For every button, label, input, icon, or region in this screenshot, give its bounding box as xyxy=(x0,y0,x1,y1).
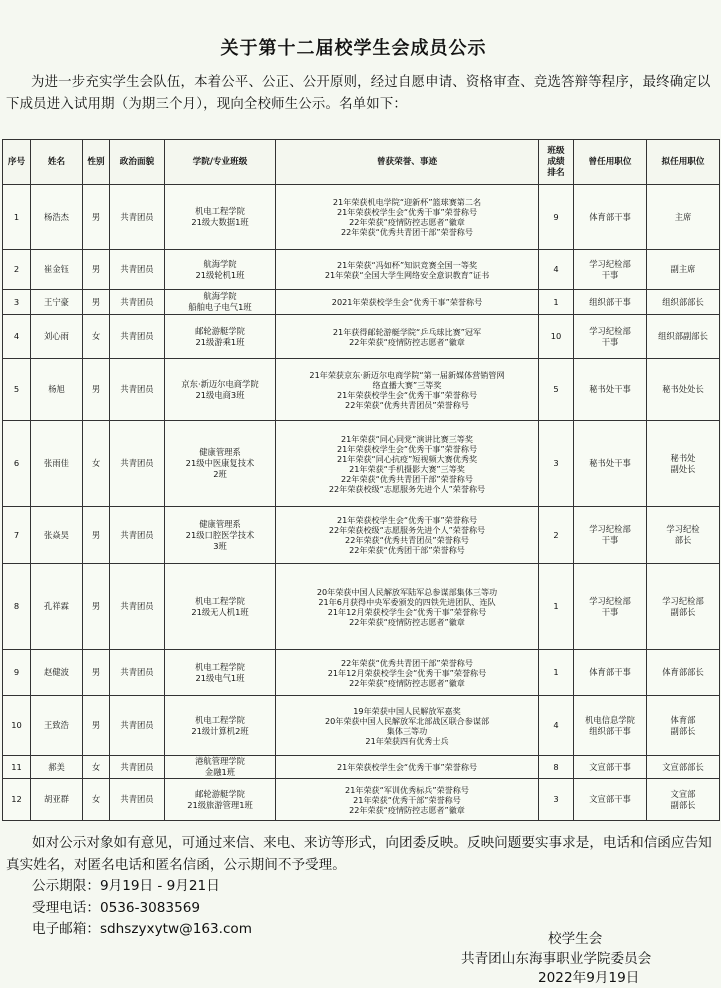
cell-former-line: 秘书处干事 xyxy=(589,384,631,394)
cell-honors-line: 22年荣获“优秀共青团干部”荣誉称号 xyxy=(341,657,473,668)
cell-former-line: 秘书处干事 xyxy=(589,458,631,468)
cell-honors-line: 21年12月荣获校学生会“优秀干事”荣誉称号 xyxy=(327,667,487,678)
cell-proposed-line: 副部长 xyxy=(670,725,696,736)
contact-phone: 受理电话：0536-3083569 xyxy=(32,899,201,916)
header-rank: 班级成绩排名 xyxy=(539,140,574,185)
cell-gender: 男 xyxy=(83,650,110,696)
cell-former xyxy=(574,250,647,290)
cell-gender: 男 xyxy=(83,185,110,250)
cell-honors xyxy=(276,779,539,821)
cell-honors-line: 21年荣获“优秀干部”荣誉称号 xyxy=(353,794,461,805)
cell-former-line: 体育部干事 xyxy=(589,667,631,677)
cell-proposed-line: 组织部部长 xyxy=(662,296,704,307)
cell-honors xyxy=(276,650,539,696)
cell-honors-line: 22年荣获校级“志愿服务先进个人”荣誉称号 xyxy=(328,483,486,494)
cell-no: 4 xyxy=(3,315,31,359)
cell-no: 2 xyxy=(3,250,31,290)
cell-political: 共青团员 xyxy=(110,250,165,290)
cell-honors-line: 21年荣获四有优秀士兵 xyxy=(365,735,449,746)
cell-rank: 4 xyxy=(539,696,574,756)
cell-political: 共青团员 xyxy=(110,507,165,564)
cell-college-line: 21级电商3班 xyxy=(195,389,245,400)
header-name: 姓名 xyxy=(31,140,83,185)
cell-proposed xyxy=(647,756,720,779)
cell-political: 共青团员 xyxy=(110,315,165,359)
cell-rank: 4 xyxy=(539,250,574,290)
cell-proposed-line: 副处长 xyxy=(670,463,696,474)
cell-college-line: 21级中医康复技术 xyxy=(185,458,255,468)
signature-date: 2022年9月19日 xyxy=(538,970,640,986)
header-college: 学院/专业班级 xyxy=(165,140,276,185)
cell-honors-line: 21年荣获校学生会“优秀干事”荣誉称号 xyxy=(336,515,478,525)
cell-rank: 3 xyxy=(539,779,574,821)
cell-gender: 男 xyxy=(83,696,110,756)
cell-college-line: 邮轮游艇学院 xyxy=(195,325,245,336)
cell-rank: 5 xyxy=(539,359,574,421)
cell-proposed xyxy=(647,250,720,290)
cell-name: 杨旭 xyxy=(31,359,83,421)
cell-name: 杨浩杰 xyxy=(31,185,83,250)
cell-honors-line: 22年荣获“优秀共青团员”荣誉称号 xyxy=(345,535,469,545)
cell-proposed-line: 组织部副部长 xyxy=(658,331,708,341)
cell-proposed xyxy=(647,185,720,250)
cell-honors-line: 20年荣获中国人民解放军陆军总参谋部集体三等功 xyxy=(316,586,498,597)
cell-political: 共青团员 xyxy=(110,756,165,779)
cell-honors-line: 22年荣获“疫情防控志愿者”徽章 xyxy=(349,677,465,688)
cell-proposed xyxy=(647,779,720,821)
cell-no: 5 xyxy=(3,359,31,421)
cell-college-line: 航海学院 xyxy=(203,291,237,301)
cell-proposed xyxy=(647,421,720,507)
cell-former xyxy=(574,359,647,421)
cell-honors-line: 21年荣获“全国大学生网络安全意识教育”证书 xyxy=(324,269,490,280)
header-no: 序号 xyxy=(3,140,31,185)
cell-honors-line: 络直播大赛”三等奖 xyxy=(372,379,442,390)
cell-honors-line: 19年荣获中国人民解放军嘉奖 xyxy=(353,705,461,716)
cell-former-line: 干事 xyxy=(601,535,619,545)
cell-honors-line: 21年12月荣获校学生会“优秀干事”荣誉称号 xyxy=(327,606,487,617)
cell-former-line: 学习纪检部 xyxy=(589,595,631,606)
cell-former xyxy=(574,696,647,756)
cell-no: 9 xyxy=(3,650,31,696)
cell-college-line: 京东·新迈尔电商学院 xyxy=(181,378,259,389)
page-title: 关于第十二届校学生会成员公示 xyxy=(220,38,487,59)
cell-college-line: 21级电气1班 xyxy=(195,672,245,683)
cell-honors-line: 21年荣获“手机摄影大赛”三等奖 xyxy=(349,463,465,474)
cell-honors-line: 21年荣获校学生会“优秀干事”荣誉称号 xyxy=(336,207,478,217)
cell-college-line: 机电工程学院 xyxy=(195,595,245,606)
cell-no: 3 xyxy=(3,290,31,315)
cell-political: 共青团员 xyxy=(110,696,165,756)
cell-political: 共青团员 xyxy=(110,421,165,507)
cell-college-line: 港航管理学院 xyxy=(195,756,245,766)
cell-honors-line: 21年6月获得中央军委颁发的四铁先进团队、连队 xyxy=(318,596,496,607)
cell-honors xyxy=(276,359,539,421)
cell-gender: 男 xyxy=(83,507,110,564)
cell-honors xyxy=(276,696,539,756)
signature-org-2: 共青团山东海事职业学院委员会 xyxy=(461,951,652,967)
cell-honors-line: 21年荣获校学生会“优秀干事”荣誉称号 xyxy=(336,389,478,400)
cell-honors-line: 21年荣获“冯如杯”知识竞赛全国一等奖 xyxy=(336,259,478,270)
cell-proposed xyxy=(647,290,720,315)
cell-former xyxy=(574,779,647,821)
cell-college xyxy=(165,650,276,696)
cell-college-line: 机电工程学院 xyxy=(195,661,245,672)
cell-name: 王致浩 xyxy=(31,696,83,756)
cell-college xyxy=(165,290,276,315)
cell-political: 共青团员 xyxy=(110,359,165,421)
cell-rank: 2 xyxy=(539,507,574,564)
cell-proposed xyxy=(647,564,720,650)
cell-proposed-line: 秘书处处长 xyxy=(662,384,704,394)
table-row xyxy=(3,185,720,250)
cell-proposed-line: 副部长 xyxy=(670,799,696,810)
cell-college xyxy=(165,421,276,507)
notice-period: 公示期限：9月19日 - 9月21日 xyxy=(32,878,220,894)
cell-college xyxy=(165,756,276,779)
table-row xyxy=(3,359,720,421)
cell-college xyxy=(165,696,276,756)
cell-former-line: 机电信息学院 xyxy=(585,714,635,725)
cell-college-line: 金融1班 xyxy=(204,767,236,777)
cell-former-line: 体育部干事 xyxy=(589,211,631,222)
cell-college-line: 机电工程学院 xyxy=(195,714,245,725)
cell-proposed-line: 主席 xyxy=(674,211,692,222)
table-row xyxy=(3,564,720,650)
cell-rank: 1 xyxy=(539,650,574,696)
table-row xyxy=(3,756,720,779)
cell-honors-line: 22年荣获“疫情防控志愿者”徽章 xyxy=(349,217,465,227)
cell-honors-line: 集体三等功 xyxy=(386,725,428,736)
table-row xyxy=(3,650,720,696)
cell-honors-line: 22年荣获“优秀团干部”荣誉称号 xyxy=(349,545,465,555)
cell-political: 共青团员 xyxy=(110,564,165,650)
cell-gender: 女 xyxy=(83,756,110,779)
cell-honors xyxy=(276,756,539,779)
cell-college xyxy=(165,185,276,250)
cell-honors-line: 22年荣获“优秀共青团干部”荣誉称号 xyxy=(341,473,473,484)
cell-former xyxy=(574,564,647,650)
cell-no: 6 xyxy=(3,421,31,507)
cell-former-line: 组织部干事 xyxy=(589,296,631,307)
cell-college-line: 健康管理系 xyxy=(199,518,241,529)
cell-gender: 女 xyxy=(83,315,110,359)
cell-honors xyxy=(276,315,539,359)
cell-college-line: 船舶电子电气1班 xyxy=(188,302,252,312)
cell-college-line: 2班 xyxy=(213,469,227,479)
member-table xyxy=(2,139,720,821)
cell-no: 10 xyxy=(3,696,31,756)
cell-proposed-line: 学习纪检 xyxy=(666,524,700,534)
cell-college xyxy=(165,359,276,421)
cell-political: 共青团员 xyxy=(110,779,165,821)
table-header-row xyxy=(3,140,720,185)
cell-former-line: 干事 xyxy=(601,269,619,280)
header-political: 政治面貌 xyxy=(110,140,165,185)
cell-honors-line: 21年荣获“军训优秀标兵”荣誉称号 xyxy=(345,784,469,795)
cell-rank: 8 xyxy=(539,756,574,779)
cell-honors xyxy=(276,185,539,250)
cell-college xyxy=(165,315,276,359)
table-row xyxy=(3,507,720,564)
cell-college-line: 21级计算机2班 xyxy=(191,725,249,736)
cell-honors-line: 21年荣获校学生会“优秀干事”荣誉称号 xyxy=(336,443,478,454)
table-row xyxy=(3,315,720,359)
cell-former-line: 学习纪检部 xyxy=(589,524,631,534)
cell-name: 崔金钰 xyxy=(31,250,83,290)
cell-college-line: 健康管理系 xyxy=(199,447,241,457)
cell-gender: 男 xyxy=(83,290,110,315)
cell-rank: 10 xyxy=(539,315,574,359)
cell-honors-line: 21年荣获校学生会“优秀干事”荣誉称号 xyxy=(336,762,478,772)
cell-former-line: 干事 xyxy=(601,606,619,617)
cell-no: 7 xyxy=(3,507,31,564)
cell-honors-line: 22年荣获校级“志愿服务先进个人”荣誉称号 xyxy=(328,525,486,535)
cell-rank: 1 xyxy=(539,290,574,315)
cell-former xyxy=(574,756,647,779)
cell-no: 8 xyxy=(3,564,31,650)
cell-name: 张焱昊 xyxy=(31,507,83,564)
cell-name: 赵健波 xyxy=(31,650,83,696)
cell-honors xyxy=(276,421,539,507)
cell-honors-line: 22年荣获“优秀共青团干部”荣誉称号 xyxy=(341,227,473,237)
cell-honors-line: 2021年荣获校学生会“优秀干事”荣誉称号 xyxy=(331,297,483,307)
cell-gender: 女 xyxy=(83,779,110,821)
cell-college-line: 21级无人机1班 xyxy=(191,606,249,617)
cell-former xyxy=(574,185,647,250)
cell-name: 刘心雨 xyxy=(31,315,83,359)
table-row xyxy=(3,250,720,290)
cell-gender: 女 xyxy=(83,421,110,507)
cell-honors-line: 22年荣获“疫情防控志愿者”徽章 xyxy=(349,336,465,347)
cell-no: 11 xyxy=(3,756,31,779)
cell-name: 张雨佳 xyxy=(31,421,83,507)
cell-proposed xyxy=(647,507,720,564)
cell-political: 共青团员 xyxy=(110,650,165,696)
cell-former-line: 文宣部干事 xyxy=(589,794,631,804)
cell-college-line: 3班 xyxy=(213,540,227,551)
cell-college xyxy=(165,779,276,821)
cell-college-line: 21级旅游管理1班 xyxy=(187,799,253,810)
cell-college-line: 21级游乘1班 xyxy=(195,336,245,347)
cell-college-line: 机电工程学院 xyxy=(195,206,245,216)
table-row xyxy=(3,421,720,507)
intro-paragraph: 为进一步充实学生会队伍，本着公平、公正、公开原则，经过自愿申请、资格审查、竞选答辩等程序，最终确定以下成员进入试用期（为期三个月），现向全校师生公示。名单如下： xyxy=(6,75,711,112)
cell-college-line: 邮轮游艇学院 xyxy=(195,788,245,799)
cell-proposed xyxy=(647,696,720,756)
cell-no: 12 xyxy=(3,779,31,821)
cell-college xyxy=(165,250,276,290)
cell-former xyxy=(574,290,647,315)
cell-honors-line: 20年荣获中国人民解放军北部战区联合参谋部 xyxy=(324,715,490,726)
cell-proposed-line: 部长 xyxy=(674,535,692,545)
header-honors: 曾获荣誉、事迹 xyxy=(276,140,539,185)
signature-org-1: 校学生会 xyxy=(548,931,603,947)
cell-honors xyxy=(276,564,539,650)
cell-college-line: 21级大数据1班 xyxy=(191,217,249,227)
cell-proposed-line: 秘书处 xyxy=(670,452,696,463)
cell-former xyxy=(574,421,647,507)
cell-proposed xyxy=(647,650,720,696)
cell-political: 共青团员 xyxy=(110,185,165,250)
cell-gender: 男 xyxy=(83,359,110,421)
cell-honors-line: 22年荣获“疫情防控志愿者”徽章 xyxy=(349,804,465,815)
cell-honors-line: 21年荣获机电学院“迎新杯”篮球赛第二名 xyxy=(332,197,482,207)
cell-proposed-line: 副部长 xyxy=(670,606,696,617)
contact-email: 电子邮箱：sdhszyxytw@163.com xyxy=(32,921,252,937)
cell-college-line: 21级轮机1班 xyxy=(195,269,245,280)
cell-former-line: 组织部干事 xyxy=(589,725,631,736)
cell-honors-line: 21年获得邮轮游艇学院“乒乓球比赛”冠军 xyxy=(332,326,482,337)
cell-proposed xyxy=(647,315,720,359)
cell-former-line: 干事 xyxy=(601,336,619,347)
cell-proposed-line: 学习纪检部 xyxy=(662,595,704,606)
cell-proposed-line: 文宣部部长 xyxy=(662,761,704,772)
cell-name: 郝美 xyxy=(31,756,83,779)
cell-honors xyxy=(276,290,539,315)
header-proposed: 拟任用职位 xyxy=(647,140,720,185)
cell-proposed-line: 文宣部 xyxy=(670,788,696,799)
cell-name: 胡亚群 xyxy=(31,779,83,821)
cell-former xyxy=(574,650,647,696)
cell-name: 王宁豪 xyxy=(31,290,83,315)
table-row xyxy=(3,696,720,756)
cell-political: 共青团员 xyxy=(110,290,165,315)
footer xyxy=(6,833,718,941)
cell-honors xyxy=(276,250,539,290)
cell-college xyxy=(165,564,276,650)
cell-college-line: 21级口腔医学技术 xyxy=(185,529,255,540)
header-former: 曾任用职位 xyxy=(574,140,647,185)
cell-former-line: 学习纪检部 xyxy=(589,258,631,269)
cell-gender: 男 xyxy=(83,250,110,290)
cell-college xyxy=(165,507,276,564)
cell-honors-line: 21年荣获“同心抗疫”短视频大赛优秀奖 xyxy=(336,453,478,464)
header-gender: 性别 xyxy=(83,140,110,185)
cell-rank: 1 xyxy=(539,564,574,650)
cell-name: 孔祥霖 xyxy=(31,564,83,650)
cell-gender: 男 xyxy=(83,564,110,650)
cell-no: 1 xyxy=(3,185,31,250)
cell-honors xyxy=(276,507,539,564)
cell-college-line: 航海学院 xyxy=(203,258,237,269)
cell-former-line: 学习纪检部 xyxy=(589,325,631,336)
cell-honors-line: 22年荣获“优秀共青团员”荣誉称号 xyxy=(345,399,469,410)
cell-former-line: 文宣部干事 xyxy=(589,761,631,772)
cell-former xyxy=(574,507,647,564)
cell-honors-line: 21年荣获“同心同党”演讲比赛三等奖 xyxy=(341,433,473,444)
cell-rank: 3 xyxy=(539,421,574,507)
cell-rank: 9 xyxy=(539,185,574,250)
table-row xyxy=(3,290,720,315)
cell-proposed-line: 副主席 xyxy=(670,264,696,274)
cell-proposed xyxy=(647,359,720,421)
table-row xyxy=(3,779,720,821)
notice-paragraph: 如对公示对象如有意见，可通过来信、来电、来访等形式，向团委反映。反映问题要实事求是，电话和信函应告知真实姓名，对匿名电话和匿名信函，公示期间不予受理。 xyxy=(6,835,712,873)
cell-proposed-line: 体育部部长 xyxy=(662,667,704,677)
cell-honors-line: 22年荣获“疫情防控志愿者”徽章 xyxy=(349,616,465,627)
cell-honors-line: 21年荣获京东·新迈尔电商学院“第一届新媒体营销管网 xyxy=(309,369,505,380)
cell-proposed-line: 体育部 xyxy=(670,714,696,725)
cell-former xyxy=(574,315,647,359)
